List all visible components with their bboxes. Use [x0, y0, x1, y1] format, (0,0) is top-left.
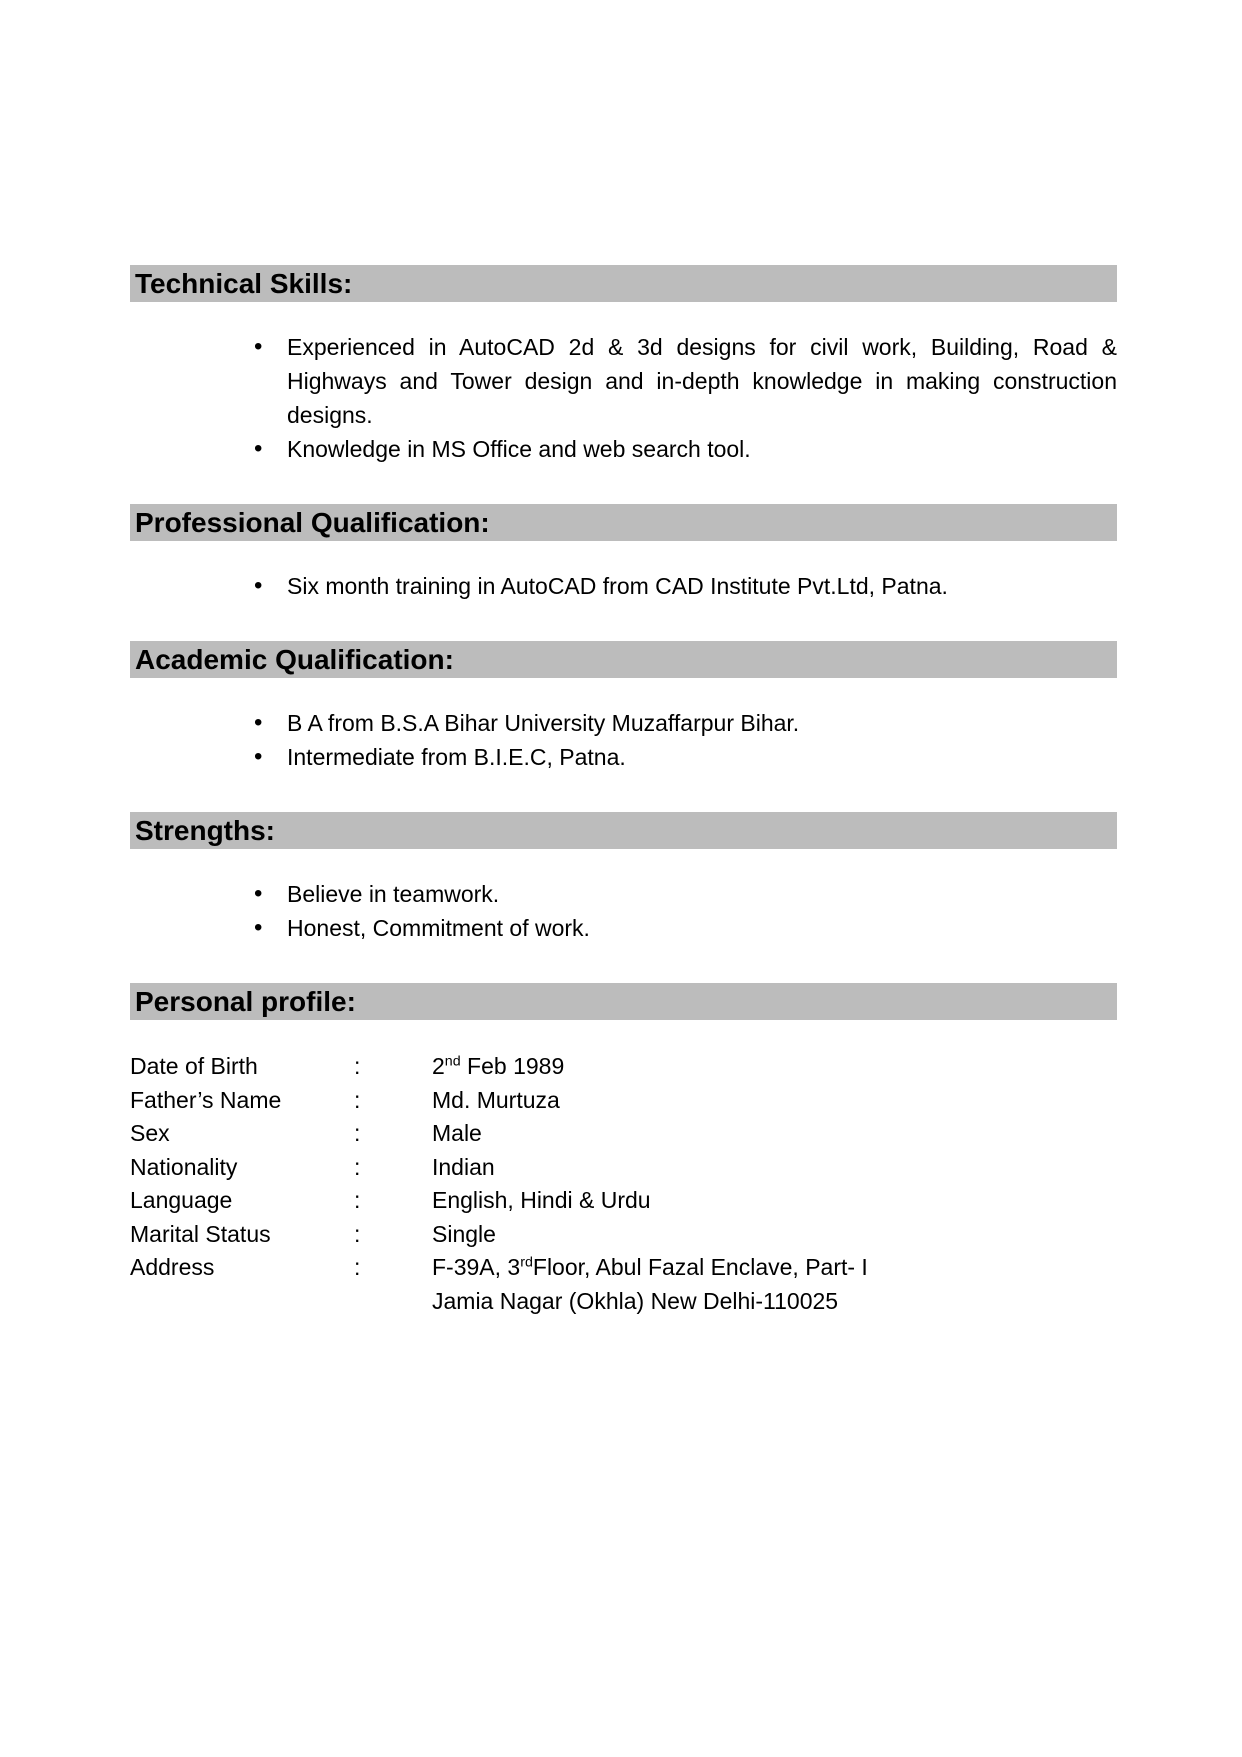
profile-row-label: Father’s Name: [130, 1086, 282, 1113]
profile-row-label: Sex: [130, 1120, 170, 1146]
profile-row-label: [130, 1285, 354, 1319]
section-strengths: [130, 812, 1117, 945]
profile-row: [130, 1218, 1117, 1252]
bullet-item: • Knowledge in MS Office and web search tool.: [252, 432, 1117, 466]
section-technical-skills: [130, 265, 1117, 466]
section-heading-professional-qualification: Professional Qualification:: [130, 504, 1117, 541]
superscript: nd: [444, 1053, 461, 1070]
technical-skills-bullet-list: [130, 330, 1117, 466]
resume-content: [130, 265, 1117, 1318]
profile-row-value: [432, 1084, 1117, 1118]
profile-row-value: [432, 1251, 1117, 1285]
value-text: Md. Murtuza: [432, 1086, 560, 1113]
academic-qualification-bullet-list: [130, 706, 1117, 774]
section-heading-technical-skills: Technical Skills:: [130, 265, 1117, 302]
profile-row-value: [432, 1117, 1117, 1151]
profile-row-value: [432, 1184, 1117, 1218]
section-heading-strengths: Strengths:: [130, 812, 1117, 849]
profile-row: [130, 1285, 1117, 1319]
value-text: Indian: [432, 1153, 495, 1180]
value-text: English, Hindi & Urdu: [432, 1187, 651, 1213]
profile-row: [130, 1151, 1117, 1185]
profile-row-colon: :: [354, 1120, 361, 1146]
profile-row-label: Marital Status: [130, 1220, 271, 1247]
profile-row-colon: :: [354, 1153, 361, 1180]
profile-row-label: Date of Birth: [130, 1053, 258, 1079]
value-text: Single: [432, 1220, 496, 1247]
section-academic-qualification: [130, 641, 1117, 774]
profile-row: [130, 1117, 1117, 1151]
profile-row-label: Address: [130, 1254, 215, 1280]
bullet-item: • Believe in teamwork.: [252, 877, 1117, 911]
profile-row-colon: [354, 1285, 432, 1319]
profile-row-value: [432, 1285, 1117, 1319]
profile-row-colon: :: [354, 1086, 361, 1113]
profile-row-value: [432, 1151, 1117, 1185]
value-text: Jamia Nagar (Okhla) New Delhi-110025: [432, 1287, 839, 1314]
superscript: rd: [520, 1254, 533, 1271]
value-text: Feb 1989: [460, 1053, 565, 1079]
value-text: Male: [432, 1120, 482, 1146]
value-text: Floor, Abul Fazal Enclave, Part- I: [532, 1254, 868, 1280]
profile-row: [130, 1050, 1117, 1084]
profile-row: [130, 1084, 1117, 1118]
strengths-bullet-list: [130, 877, 1117, 945]
bullet-item: • Honest, Commitment of work.: [252, 911, 1117, 945]
profile-row-label: Language: [130, 1187, 233, 1213]
bullet-item: • B A from B.S.A Bihar University Muzaffarpur Bihar.: [252, 706, 1117, 740]
section-heading-personal-profile: Personal profile:: [130, 983, 1117, 1020]
profile-row-label: Nationality: [130, 1153, 238, 1180]
profile-row-colon: :: [354, 1254, 361, 1280]
section-personal-profile: [130, 983, 1117, 1318]
profile-row-value: [432, 1050, 1117, 1084]
value-text: 2: [432, 1053, 445, 1079]
profile-row: [130, 1251, 1117, 1285]
section-heading-academic-qualification: Academic Qualification:: [130, 641, 1117, 678]
resume-sections: [130, 265, 1117, 945]
profile-row-colon: :: [354, 1220, 361, 1247]
profile-row-colon: :: [354, 1053, 361, 1079]
profile-row-value: [432, 1218, 1117, 1252]
personal-profile-rows: [130, 1050, 1117, 1318]
professional-qualification-bullet-list: [130, 569, 1117, 603]
value-text: F-39A, 3: [432, 1254, 521, 1280]
bullet-item: • Intermediate from B.I.E.C, Patna.: [252, 740, 1117, 774]
profile-row-colon: :: [354, 1187, 361, 1213]
bullet-item: • Experienced in AutoCAD 2d & 3d designs for civil work, Building, Road & Highways and Tower design and in-depth knowledge in making construction designs.: [252, 330, 1117, 432]
bullet-item: • Six month training in AutoCAD from CAD Institute Pvt.Ltd, Patna.: [252, 569, 1117, 603]
section-professional-qualification: [130, 504, 1117, 603]
profile-row: [130, 1184, 1117, 1218]
